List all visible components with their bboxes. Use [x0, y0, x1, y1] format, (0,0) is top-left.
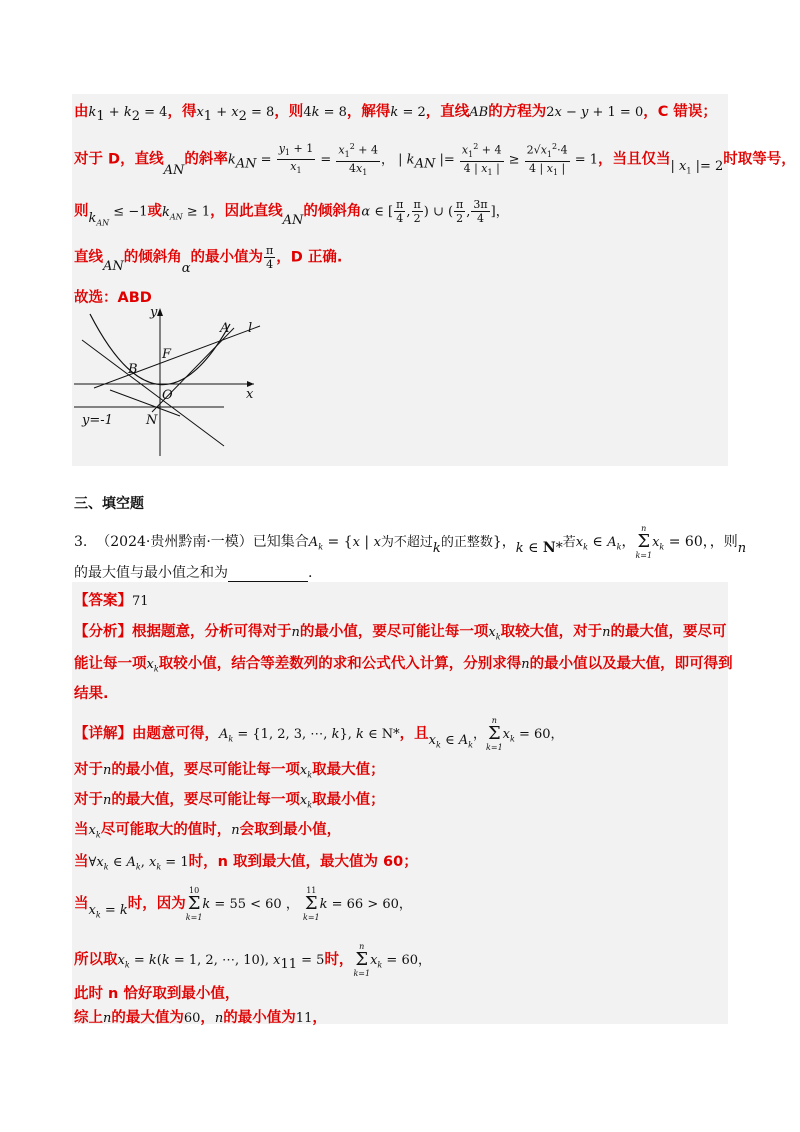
tangent-line-B — [82, 340, 224, 446]
line-l — [94, 326, 260, 388]
label-B: B — [128, 362, 138, 377]
detail-line-5: 当$\forall x_k$ ∈ $A_k$, $x_k = 1$时，n 取到最大值，最大值为 60； — [74, 854, 418, 872]
label-y: y — [150, 306, 158, 320]
label-x: x — [246, 387, 254, 402]
label-O: O — [162, 388, 173, 403]
line-5-choice: 故选：ABD — [74, 290, 152, 306]
analysis-line-1: 【分析】根据题意，分析可得对于n的最小值，要尽可能让每一项$x_k$取较大值，对于n的最大值，要尽可 — [74, 624, 727, 642]
detail-line-3: 对于n的最大值，要尽可能让每一项$x_k$取最小值； — [74, 792, 385, 810]
question-line-2: 的最大值与最小值之和为 . — [74, 565, 313, 581]
detail-line-9: 综上n的最大值为60，n的最小值为11， — [74, 1010, 327, 1026]
question-line-1: 3. （2024·贵州黔南·一模）已知集合$A_k = \{x$ | x为不超过k的正整数}，k ∈ N*若$x_k$ ∈ $A_k$，n Σ $k=1x_k = 60$，，则n — [74, 524, 747, 560]
parabola-graph — [74, 306, 264, 456]
y-axis-arrow — [157, 308, 163, 316]
line-3: 则$k_{AN} \le -1$或$k_{AN} \ge 1$，因此直线AN的倾斜角α ∈ [ $\frac{\pi}{4}$ , $\frac{\pi}{2}$ ) ∪ ( $\frac{\pi}{2}$ , $\frac{3\pi}{4}$ ]， — [74, 198, 509, 228]
detail-line-7: 所以取$x_k = k(k = 1$, 2, ⋯, 10), $x_{11} = 5$时，n Σ $k=1x_k = 60$， — [74, 942, 431, 978]
analysis-line-3: 结果. — [74, 686, 109, 702]
answer-blank[interactable] — [228, 567, 308, 582]
detail-line-4: 当$x_k$尽可能取大的值时，n会取到最小值， — [74, 822, 342, 840]
line-1: 由$k_1 + k_2 = 4$，得$x_1 + x_2 = 8$，则4k = 8，解得k = 2，直线AB的方程为2x − y + 1 = 0，C 错误； — [74, 104, 717, 124]
detail-line-2: 对于n的最小值，要尽可能让每一项$x_k$取最大值； — [74, 762, 385, 780]
detail-line-8: 此时 n 恰好取到最小值， — [74, 986, 240, 1002]
analysis-line-2: 能让每一项$x_k$取较小值，结合等差数列的求和公式代入计算，分别求得n的最小值以及最大值，即可得到 — [74, 656, 733, 674]
label-y-eq-minus-1: y=-1 — [82, 413, 113, 428]
label-l: l — [248, 321, 253, 336]
label-A: A — [220, 321, 230, 336]
answer-line: 【答案】71 — [74, 593, 149, 609]
section-heading: 三、填空题 — [74, 496, 144, 512]
label-N: N — [146, 413, 158, 428]
label-F: F — [162, 347, 172, 362]
detail-line-6: 当$x_k = k$时，因为10 Σ k=1k = 55 < 60 ， 11 Σ k=1k = 66 > 60， — [74, 886, 412, 922]
line-4: 直线AN的倾斜角α的最小值为 $\frac{\pi}{4}$ ，D 正确. — [74, 244, 343, 276]
detail-line-1: 【详解】由题意可得，$A_k = \{1$, 2, 3, ⋯, k}, k ∈ N*，且$x_k$ ∈ $A_k$，n Σ $k=1x_k = 60$， — [74, 716, 564, 752]
line-2: 对于 D，直线AN的斜率$k_{AN}$ = $\frac{y_1 + 1}{x_1}$ = $\frac{x_1^2 + 4}{4x_1}$ ， | $k_{AN}$ |= $\frac{x_1^2 + 4}{4 | x_1 |}$ ≥ $\frac{2√x_1^2\cdot 4}{4 | x_1 |}$ = 1，当且仅当| $x_1$ |= 2时取等号， — [74, 141, 796, 178]
